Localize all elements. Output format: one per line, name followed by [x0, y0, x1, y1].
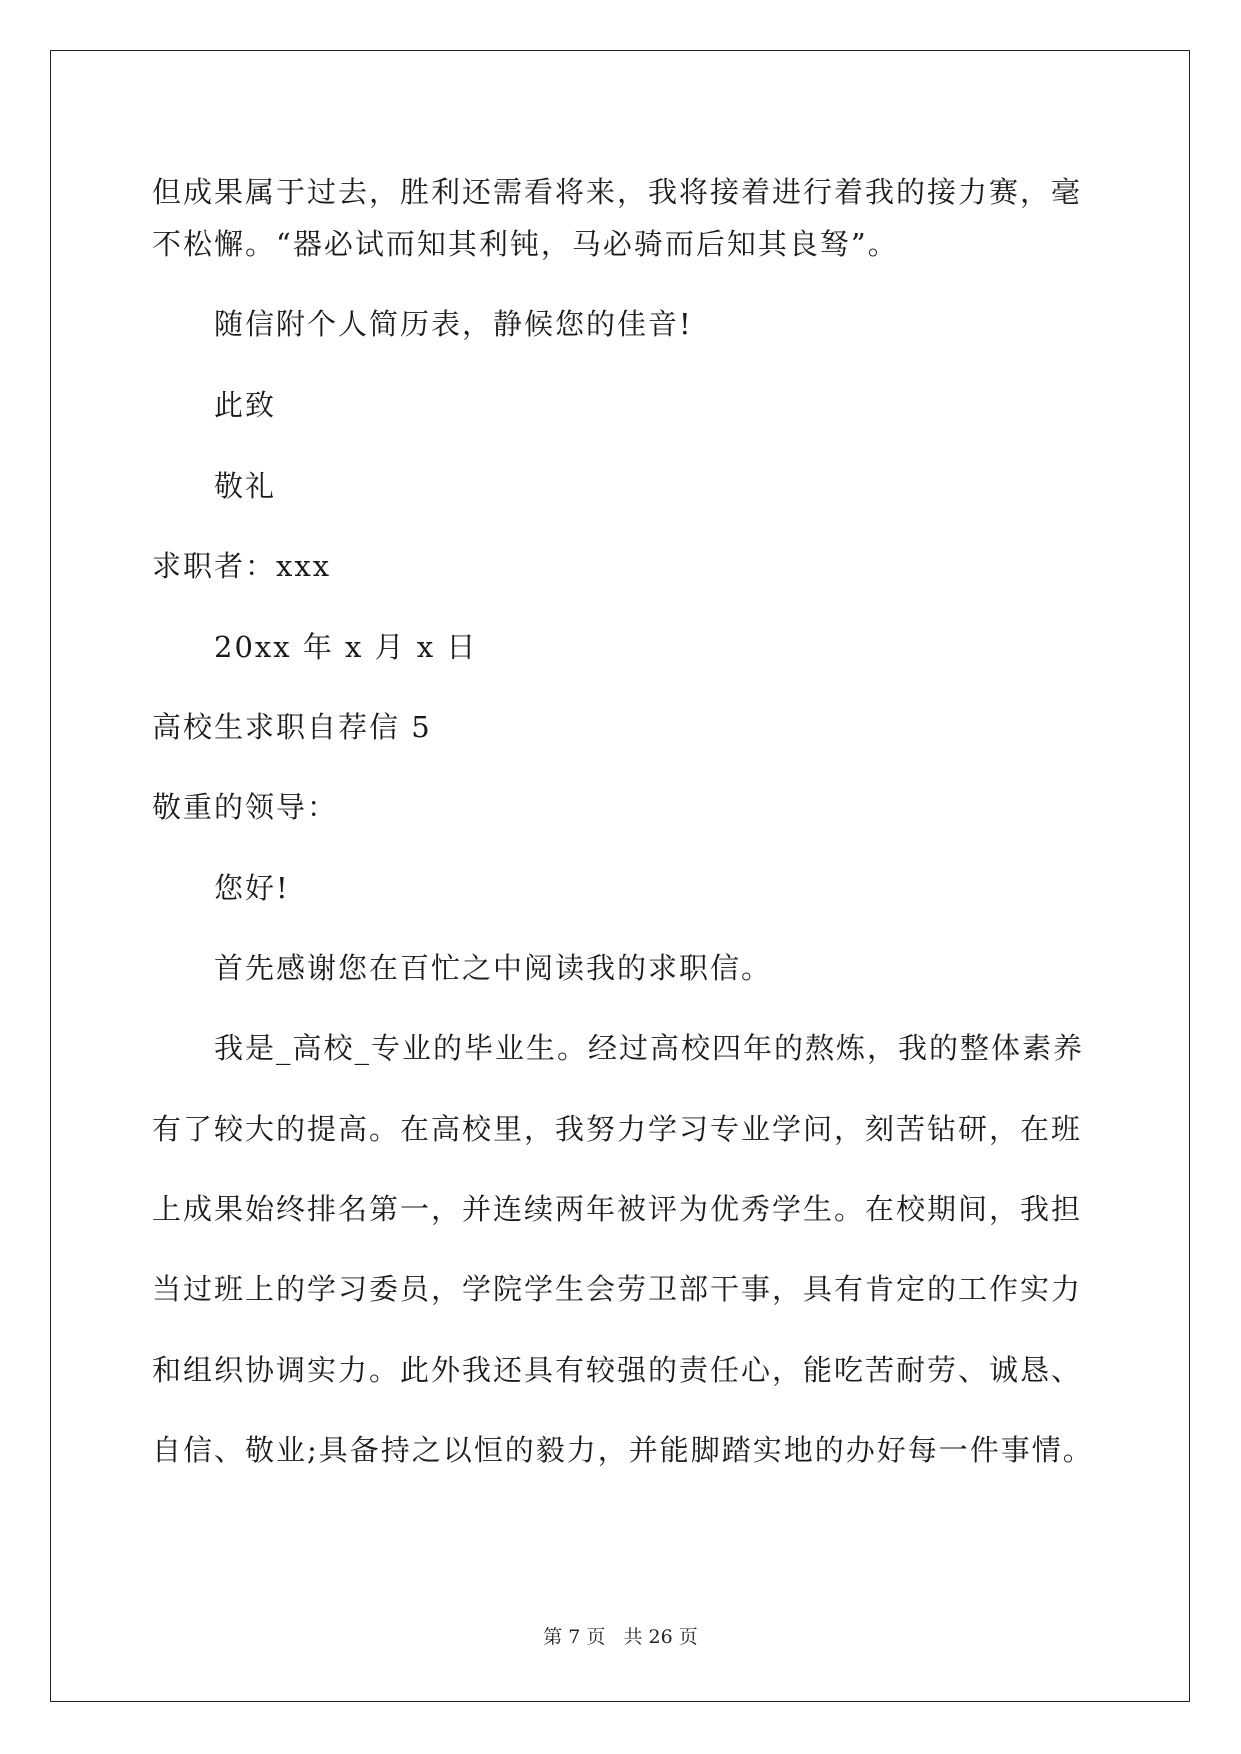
closing-salutation: 此致: [214, 388, 277, 422]
paragraph-line: 我是_高校_专业的毕业生。经过高校四年的熬炼，我的整体素养: [214, 1031, 1085, 1065]
paragraph-line: 和组织协调实力。此外我还具有较强的责任心，能吃苦耐劳、诚恳、: [152, 1353, 1083, 1387]
letter-greeting: 敬重的领导：: [152, 790, 339, 824]
paragraph-line: 不松懈。“器必试而知其利钝，马必骑而后知其良驽”。: [152, 227, 899, 261]
paragraph-line: 自信、敬业;具备持之以恒的毅力，并能脚踏实地的办好每一件事情。: [152, 1433, 1094, 1467]
paragraph-line: 当过班上的学习委员，学院学生会劳卫部干事，具有肯定的工作实力: [152, 1272, 1083, 1306]
paragraph-line: 但成果属于过去，胜利还需看将来，我将接着进行着我的接力赛，毫: [152, 175, 1083, 209]
paragraph-line: 首先感谢您在百忙之中阅读我的求职信。: [214, 951, 773, 985]
letter-date: 20xx 年 x 月 x 日: [214, 630, 478, 664]
paragraph-line: 有了较大的提高。在高校里，我努力学习专业学问，刻苦钻研，在班: [152, 1112, 1083, 1146]
applicant-signature: 求职者：xxx: [152, 549, 332, 583]
letter-hello: 您好!: [214, 871, 290, 905]
section-heading: 高校生求职自荐信 5: [152, 710, 432, 744]
closing-regards: 敬礼: [214, 469, 277, 503]
paragraph-line: 上成果始终排名第一，并连续两年被评为优秀学生。在校期间，我担: [152, 1192, 1083, 1226]
paragraph-line: 随信附个人简历表，静候您的佳音!: [214, 307, 693, 341]
page-number-footer: 第 7 页 共 26 页: [543, 1626, 698, 1648]
